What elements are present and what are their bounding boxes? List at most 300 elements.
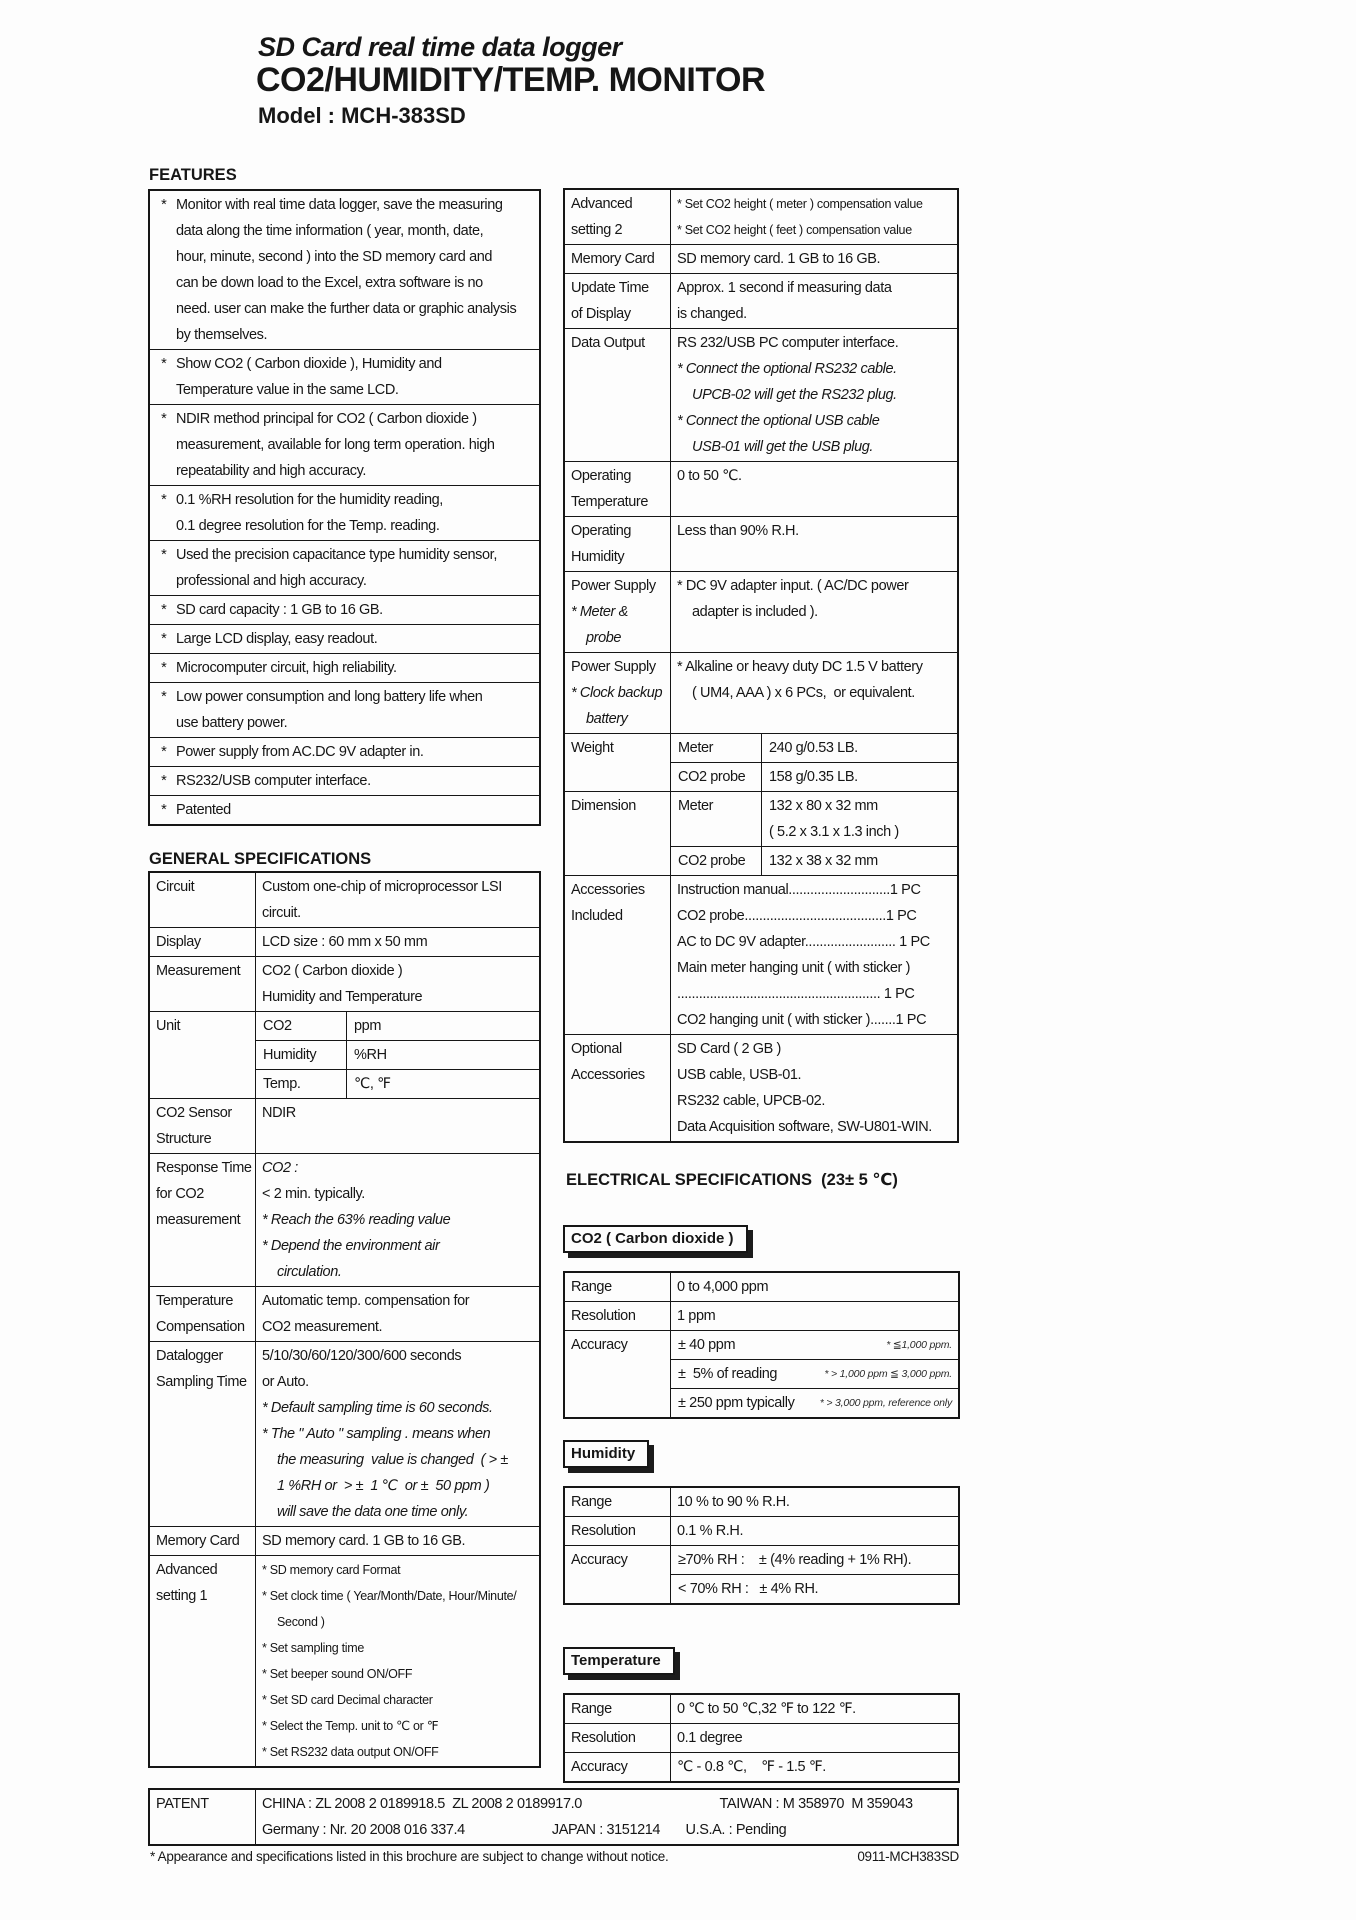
- spec-label-line: Compensation: [156, 1319, 245, 1335]
- spec-value: [256, 1527, 539, 1555]
- spec-label-line: Accuracy: [571, 1337, 628, 1353]
- spec-subtable: [256, 1012, 539, 1098]
- feature-line: 0.1 %RH resolution for the humidity reading,: [176, 492, 443, 508]
- spec-value-line: * Default sampling time is 60 seconds.: [262, 1400, 493, 1416]
- feature-bullet: *: [161, 744, 167, 760]
- spec-value: [671, 245, 957, 273]
- spec-value-line: Humidity and Temperature: [262, 989, 423, 1005]
- feature-line: Used the precision capacitance type humidity sensor,: [176, 547, 497, 563]
- spec-subvalue-line: 240 g/0.53 LB.: [769, 740, 858, 756]
- spec-value-line: * SD memory card Format: [262, 1563, 401, 1577]
- spec-row: [565, 1753, 958, 1781]
- feature-row: [150, 738, 539, 767]
- spec-value: [671, 329, 957, 461]
- spec-label-line: Circuit: [156, 879, 195, 895]
- spec-value-line: * Set CO2 height ( feet ) compensation value: [677, 223, 912, 237]
- spec-value-line: USB cable, USB-01.: [677, 1067, 802, 1083]
- spec-label-line: for CO2: [156, 1186, 204, 1202]
- feature-line: measurement, available for long term operation. high: [176, 437, 495, 453]
- spec-label-line: battery: [586, 711, 628, 727]
- spec-row: [565, 734, 957, 792]
- feature-row: [150, 654, 539, 683]
- spec-subvalue-line: 132 x 38 x 32 mm: [769, 853, 878, 869]
- spec-row: [565, 1546, 958, 1603]
- spec-label-line: Humidity: [571, 549, 625, 565]
- spec-value: [256, 1154, 539, 1286]
- spec-value-line: 1 %RH or > ± 1 ℃ or ± 50 ppm ): [277, 1478, 490, 1494]
- spec-value-line: SD memory card. 1 GB to 16 GB.: [677, 251, 881, 267]
- spec-label-line: Memory Card: [571, 251, 655, 267]
- spec-label-line: Memory Card: [156, 1533, 240, 1549]
- spec-subvalue-line: ppm: [354, 1018, 382, 1034]
- spec-subvalue: [347, 1041, 539, 1069]
- spec-subkey-line: Meter: [678, 798, 714, 814]
- feature-line: Large LCD display, easy readout.: [176, 631, 378, 647]
- spec-subvalue-line: ( 5.2 x 3.1 x 1.3 inch ): [769, 824, 899, 840]
- feature-row: [150, 405, 539, 486]
- spec-value: [671, 1273, 958, 1301]
- accuracy-row: [671, 1546, 958, 1575]
- spec-row: [150, 1527, 539, 1556]
- spec-label-line: Weight: [571, 740, 614, 756]
- spec-label-line: Power Supply: [571, 659, 656, 675]
- spec-subkey: [256, 1041, 347, 1069]
- spec-row: [565, 1331, 958, 1417]
- spec-value-line: 5/10/30/60/120/300/600 seconds: [262, 1348, 462, 1364]
- accuracy-value: ± 40 ppm: [678, 1337, 736, 1353]
- spec-row: [565, 1035, 957, 1141]
- spec-label-line: Accessories: [571, 882, 645, 898]
- spec-subrow: [256, 1070, 539, 1098]
- spec-subkey: [671, 763, 762, 791]
- accuracy-note: * > 3,000 ppm, reference only: [819, 1397, 952, 1409]
- feature-bullet: *: [161, 773, 167, 789]
- spec-row: [150, 1012, 539, 1099]
- feature-row: [150, 486, 539, 541]
- spec-value-line: * Set CO2 height ( meter ) compensation value: [677, 197, 923, 211]
- general-specs-table: [148, 871, 541, 1768]
- spec-subrow: [256, 1041, 539, 1070]
- elec-table-0: [563, 1271, 960, 1419]
- spec-subvalue-line: 132 x 80 x 32 mm: [769, 798, 878, 814]
- feature-row: [150, 683, 539, 738]
- spec-row: [565, 462, 957, 517]
- feature-line: Microcomputer circuit, high reliability.: [176, 660, 397, 676]
- general-specs-heading: GENERAL SPECIFICATIONS: [149, 850, 372, 868]
- feature-bullet: *: [161, 602, 167, 618]
- spec-label: [565, 329, 671, 461]
- model-number: Model : MCH-383SD: [258, 103, 466, 128]
- spec-subkey: [256, 1012, 347, 1040]
- footnote: * Appearance and specifications listed in this brochure are subject to change without notice.: [150, 1849, 669, 1864]
- spec-value: [671, 572, 957, 652]
- spec-label-line: Range: [571, 1279, 612, 1295]
- spec-value-line: CO2 hanging unit ( with sticker ).......1 PC: [677, 1012, 927, 1028]
- spec-label-line: Range: [571, 1701, 612, 1717]
- feature-line: professional and high accuracy.: [176, 573, 367, 589]
- spec-label: [565, 734, 671, 791]
- feature-row: [150, 796, 539, 824]
- spec-row: [565, 329, 957, 462]
- feature-line: SD card capacity : 1 GB to 16 GB.: [176, 602, 383, 618]
- accuracy-value: < 70% RH : ± 4% RH.: [678, 1581, 819, 1597]
- spec-subkey: [671, 734, 762, 762]
- spec-value: [671, 274, 957, 328]
- features-table: [148, 189, 541, 826]
- spec-value: [671, 1753, 958, 1781]
- spec-value-line: CHINA : ZL 2008 2 0189918.5 ZL 2008 2 0189917.0 TAIWAN : M 358970 M 359043: [262, 1796, 913, 1812]
- spec-label-line: Included: [571, 908, 623, 924]
- spec-label-line: Unit: [156, 1018, 181, 1034]
- spec-label-line: Update Time: [571, 280, 649, 296]
- feature-text: [176, 192, 537, 348]
- feature-row: [150, 191, 539, 350]
- section-tab-humidity: Humidity: [563, 1440, 649, 1468]
- spec-row: [150, 1287, 539, 1342]
- spec-label: [565, 1331, 671, 1417]
- spec-label: [565, 517, 671, 571]
- spec-subrow: [256, 1012, 539, 1041]
- spec-value-line: * Select the Temp. unit to ℃ or ℉: [262, 1719, 439, 1733]
- spec-label-line: Temperature: [571, 494, 648, 510]
- spec-subvalue-line: 158 g/0.35 LB.: [769, 769, 858, 785]
- spec-label: [565, 1488, 671, 1516]
- spec-label: [565, 792, 671, 875]
- spec-label-line: Advanced: [571, 196, 633, 212]
- spec-value-line: CO2 :: [262, 1160, 298, 1176]
- spec-value-line: < 2 min. typically.: [262, 1186, 365, 1202]
- spec-label: [565, 1035, 671, 1141]
- spec-row: [565, 1488, 958, 1517]
- spec-value-line: AC to DC 9V adapter......................... 1 PC: [677, 934, 930, 950]
- spec-subvalue: [762, 847, 957, 875]
- spec-row: [565, 653, 957, 734]
- document-number: 0911-MCH383SD: [857, 1849, 959, 1864]
- spec-row: [150, 1099, 539, 1154]
- spec-value-line: CO2 probe.......................................1 PC: [677, 908, 917, 924]
- feature-line: by themselves.: [176, 327, 268, 343]
- feature-text: [176, 626, 537, 652]
- spec-value-line: * Set clock time ( Year/Month/Date, Hour/Minute/: [262, 1589, 517, 1603]
- feature-row: [150, 767, 539, 796]
- spec-value-line: * Alkaline or heavy duty DC 1.5 V battery: [677, 659, 923, 675]
- spec-value-line: * Set beeper sound ON/OFF: [262, 1667, 413, 1681]
- page-footer: [150, 1849, 959, 1864]
- feature-bullet: *: [161, 492, 167, 508]
- spec-subvalue: [762, 792, 957, 846]
- spec-row: [565, 190, 957, 245]
- spec-label: [150, 1527, 256, 1555]
- spec-subtable: [671, 792, 957, 875]
- feature-line: Low power consumption and long battery life when: [176, 689, 483, 705]
- spec-subrow: [671, 792, 957, 847]
- spec-row: [565, 572, 957, 653]
- spec-row: [150, 873, 539, 928]
- spec-value-line: Main meter hanging unit ( with sticker ): [677, 960, 911, 976]
- spec-value: [671, 1724, 958, 1752]
- spec-label: [565, 190, 671, 244]
- spec-label-line: Display: [156, 934, 201, 950]
- accuracy-value: ± 5% of reading: [678, 1366, 778, 1382]
- feature-line: use battery power.: [176, 715, 288, 731]
- spec-value-line: will save the data one time only.: [277, 1504, 469, 1520]
- spec-value-line: * Set sampling time: [262, 1641, 364, 1655]
- spec-value: [671, 876, 957, 1034]
- feature-line: Power supply from AC.DC 9V adapter in.: [176, 744, 424, 760]
- spec-value: [671, 1302, 958, 1330]
- feature-line: data along the time information ( year, month, date,: [176, 223, 484, 239]
- elec-table-2: [563, 1693, 960, 1783]
- spec-subkey: [671, 847, 762, 875]
- spec-value: [671, 517, 957, 571]
- spec-label: [150, 1012, 256, 1098]
- spec-subvalue: [762, 734, 957, 762]
- feature-line: repeatability and high accuracy.: [176, 463, 367, 479]
- spec-label-line: Response Time: [156, 1160, 252, 1176]
- spec-value-line: * Reach the 63% reading value: [262, 1212, 451, 1228]
- feature-line: Monitor with real time data logger, save the measuring: [176, 197, 503, 213]
- feature-bullet: *: [161, 802, 167, 818]
- spec-label-line: Accuracy: [571, 1759, 628, 1775]
- spec-label-line: Resolution: [571, 1523, 636, 1539]
- accuracy-subtable: [671, 1331, 958, 1417]
- spec-label: [150, 928, 256, 956]
- spec-value-line: NDIR: [262, 1105, 296, 1121]
- section-tab-temperature: Temperature: [563, 1647, 675, 1675]
- spec-value-line: * Set RS232 data output ON/OFF: [262, 1745, 439, 1759]
- spec-label: [150, 1287, 256, 1341]
- spec-label: [150, 1099, 256, 1153]
- spec-subkey-line: Meter: [678, 740, 714, 756]
- spec-subrow: [671, 763, 957, 791]
- spec-label: [150, 1790, 256, 1844]
- spec-value-line: SD Card ( 2 GB ): [677, 1041, 781, 1057]
- spec-subvalue-line: ℃, ℉: [354, 1076, 391, 1092]
- spec-label-line: * Clock backup: [571, 685, 663, 701]
- page-subtitle: SD Card real time data logger: [258, 32, 622, 62]
- spec-value: [256, 1342, 539, 1526]
- spec-value: [256, 1099, 539, 1153]
- spec-label: [565, 1695, 671, 1723]
- spec-row: [565, 517, 957, 572]
- spec-value-line: * DC 9V adapter input. ( AC/DC power: [677, 578, 909, 594]
- spec-row: [565, 1302, 958, 1331]
- spec-subvalue: [762, 763, 957, 791]
- spec-subkey-line: CO2: [263, 1018, 292, 1034]
- spec-value: [671, 190, 957, 244]
- spec-subrow: [671, 847, 957, 875]
- feature-line: Show CO2 ( Carbon dioxide ), Humidity and: [176, 356, 442, 372]
- spec-subrow: [671, 734, 957, 763]
- spec-value-line: Second ): [277, 1615, 325, 1629]
- spec-value: [256, 1287, 539, 1341]
- spec-row: [150, 928, 539, 957]
- spec-label-line: Accuracy: [571, 1552, 628, 1568]
- feature-line: NDIR method principal for CO2 ( Carbon dioxide ): [176, 411, 477, 427]
- spec-label: [565, 653, 671, 733]
- spec-label-line: Data Output: [571, 335, 645, 351]
- spec-label-line: Measurement: [156, 963, 241, 979]
- spec-label-line: PATENT: [156, 1796, 209, 1812]
- features-heading: FEATURES: [149, 166, 237, 184]
- page-title: CO2/HUMIDITY/TEMP. MONITOR: [256, 61, 766, 99]
- spec-value-line: ( UM4, AAA ) x 6 PCs, or equivalent.: [692, 685, 915, 701]
- spec-value: [256, 928, 539, 956]
- feature-bullet: *: [161, 197, 167, 213]
- spec-label-line: setting 1: [156, 1588, 208, 1604]
- accuracy-row: [671, 1331, 958, 1360]
- spec-label: [150, 1556, 256, 1766]
- spec-value: [256, 873, 539, 927]
- spec-label-line: measurement: [156, 1212, 241, 1228]
- spec-value: [671, 653, 957, 733]
- spec-label: [565, 1302, 671, 1330]
- spec-label: [565, 1546, 671, 1603]
- spec-subvalue: [347, 1012, 539, 1040]
- spec-value-line: 0 ℃ to 50 ℃,32 ℉ to 122 ℉.: [677, 1701, 856, 1717]
- spec-label-line: CO2 Sensor: [156, 1105, 232, 1121]
- spec-label-line: Optional: [571, 1041, 622, 1057]
- spec-subkey-line: CO2 probe: [678, 769, 746, 785]
- spec-label-line: of Display: [571, 306, 631, 322]
- spec-row: [150, 1790, 957, 1844]
- spec-value-line: Approx. 1 second if measuring data: [677, 280, 892, 296]
- spec-value-line: the measuring value is changed ( > ±: [277, 1452, 508, 1468]
- feature-text: [176, 797, 537, 823]
- spec-subkey: [256, 1070, 347, 1098]
- spec-value-line: adapter is included ).: [692, 604, 818, 620]
- accuracy-subtable: [671, 1546, 958, 1603]
- spec-row: [150, 1342, 539, 1527]
- spec-row: [150, 957, 539, 1012]
- feature-text: [176, 487, 537, 539]
- spec-value-line: Automatic temp. compensation for: [262, 1293, 470, 1309]
- feature-bullet: *: [161, 356, 167, 372]
- spec-label-line: Operating: [571, 523, 632, 539]
- spec-value: [671, 462, 957, 516]
- right-specs-table: [563, 188, 959, 1143]
- spec-label: [150, 1154, 256, 1286]
- feature-line: can be down load to the Excel, extra software is no: [176, 275, 483, 291]
- spec-value: [256, 1556, 539, 1766]
- spec-value-line: 0.1 % R.H.: [677, 1523, 744, 1539]
- spec-row: [565, 1695, 958, 1724]
- spec-value-line: * Connect the optional RS232 cable.: [677, 361, 897, 377]
- spec-value: [671, 1695, 958, 1723]
- spec-value-line: CO2 ( Carbon dioxide ): [262, 963, 403, 979]
- spec-subkey-line: CO2 probe: [678, 853, 746, 869]
- feature-text: [176, 655, 537, 681]
- spec-label-line: Datalogger: [156, 1348, 223, 1364]
- accuracy-value: ± 250 ppm typically: [678, 1395, 795, 1411]
- spec-value-line: LCD size : 60 mm x 50 mm: [262, 934, 428, 950]
- spec-value: [256, 957, 539, 1011]
- accuracy-row: [671, 1360, 958, 1389]
- spec-label-line: setting 2: [571, 222, 623, 238]
- spec-subtable: [671, 734, 957, 791]
- spec-value-line: * Depend the environment air: [262, 1238, 440, 1254]
- spec-row: [565, 274, 957, 329]
- spec-row: [150, 1154, 539, 1287]
- feature-line: need. user can make the further data or graphic analysis: [176, 301, 517, 317]
- spec-value-line: ℃ - 0.8 ℃, ℉ - 1.5 ℉.: [677, 1759, 826, 1775]
- spec-label-line: Accessories: [571, 1067, 645, 1083]
- feature-text: [176, 768, 537, 794]
- spec-label-line: Temperature: [156, 1293, 233, 1309]
- feature-row: [150, 541, 539, 596]
- feature-row: [150, 625, 539, 654]
- spec-subkey-line: Temp.: [263, 1076, 301, 1092]
- spec-value-line: * The " Auto " sampling . means when: [262, 1426, 491, 1442]
- spec-value-line: 1 ppm: [677, 1308, 716, 1324]
- feature-bullet: *: [161, 631, 167, 647]
- feature-bullet: *: [161, 411, 167, 427]
- spec-label: [150, 957, 256, 1011]
- spec-label-line: * Meter &: [571, 604, 628, 620]
- elec-table-1: [563, 1486, 960, 1605]
- feature-bullet: *: [161, 660, 167, 676]
- spec-row: [565, 1724, 958, 1753]
- spec-value: [256, 1790, 957, 1844]
- spec-label-line: Power Supply: [571, 578, 656, 594]
- feature-text: [176, 542, 537, 594]
- spec-label: [565, 876, 671, 1034]
- spec-row: [565, 1273, 958, 1302]
- spec-value-line: 0.1 degree: [677, 1730, 743, 1746]
- spec-label-line: Range: [571, 1494, 612, 1510]
- feature-line: Temperature value in the same LCD.: [176, 382, 399, 398]
- spec-value-line: 0 to 4,000 ppm: [677, 1279, 769, 1295]
- accuracy-note: * > 1,000 ppm ≦ 3,000 ppm.: [824, 1368, 952, 1380]
- spec-label: [150, 873, 256, 927]
- spec-label-line: probe: [586, 630, 622, 646]
- spec-value-line: circuit.: [262, 905, 301, 921]
- accuracy-note: * ≦1,000 ppm.: [886, 1339, 952, 1351]
- spec-value-line: or Auto.: [262, 1374, 309, 1390]
- spec-label: [565, 1724, 671, 1752]
- spec-value-line: * Set SD card Decimal character: [262, 1693, 433, 1707]
- spec-value-line: 10 % to 90 % R.H.: [677, 1494, 790, 1510]
- spec-label-line: Resolution: [571, 1730, 636, 1746]
- spec-label: [565, 1273, 671, 1301]
- feature-line: Patented: [176, 802, 231, 818]
- patent-table: [148, 1788, 959, 1846]
- spec-value-line: is changed.: [677, 306, 747, 322]
- spec-label: [565, 462, 671, 516]
- spec-value: [671, 1488, 958, 1516]
- spec-label: [565, 274, 671, 328]
- spec-value-line: RS232 cable, UPCB-02.: [677, 1093, 825, 1109]
- spec-value-line: 0 to 50 ℃.: [677, 468, 742, 484]
- spec-value-line: UPCB-02 will get the RS232 plug.: [692, 387, 897, 403]
- spec-value-line: Germany : Nr. 20 2008 016 337.4 JAPAN : 3151214 U.S.A. : Pending: [262, 1822, 787, 1838]
- spec-label-line: Resolution: [571, 1308, 636, 1324]
- feature-row: [150, 596, 539, 625]
- spec-row: [565, 1517, 958, 1546]
- accuracy-row: [671, 1389, 958, 1417]
- spec-value-line: USB-01 will get the USB plug.: [692, 439, 874, 455]
- spec-value-line: circulation.: [277, 1264, 342, 1280]
- spec-label-line: Advanced: [156, 1562, 218, 1578]
- spec-value-line: Instruction manual............................1 PC: [677, 882, 921, 898]
- spec-label: [150, 1342, 256, 1526]
- spec-label-line: Structure: [156, 1131, 212, 1147]
- feature-line: hour, minute, second ) into the SD memory card and: [176, 249, 493, 265]
- spec-value-line: Data Acquisition software, SW-U801-WIN.: [677, 1119, 932, 1135]
- spec-row: [150, 1556, 539, 1766]
- spec-subkey: [671, 792, 762, 846]
- spec-subkey-line: Humidity: [263, 1047, 317, 1063]
